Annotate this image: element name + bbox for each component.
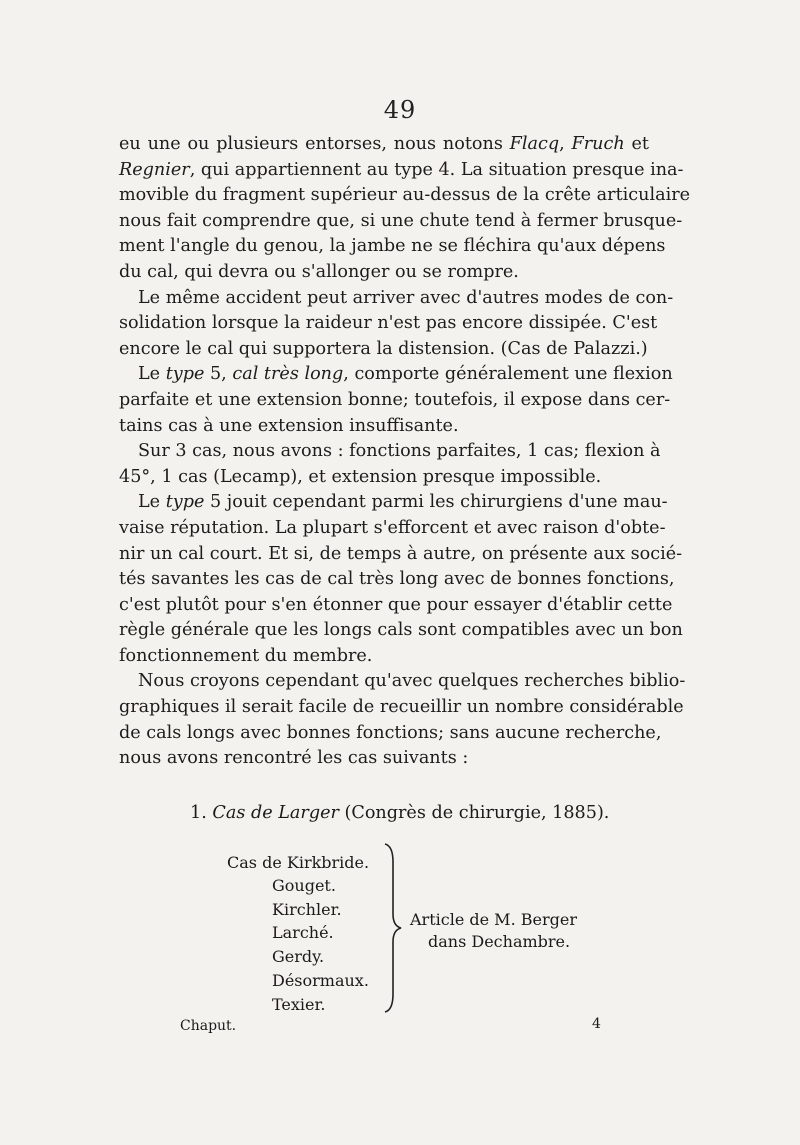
text-segment: Nous croyons cependant qu'avec quelques recherches biblio-	[138, 671, 686, 692]
text-line	[119, 695, 684, 721]
text-segment: 5,	[204, 364, 233, 385]
text-line	[119, 209, 683, 235]
footer-author: Chaput.	[180, 1018, 237, 1034]
text-segment: de cals longs avec bonnes fonctions; sans aucune recherche,	[119, 722, 662, 743]
text-line	[119, 234, 666, 260]
text-segment: Le même accident peut arriver avec d'autres modes de con-	[138, 287, 674, 308]
case-name-larche: Larché.	[272, 923, 334, 942]
text-line	[119, 567, 675, 593]
text-line	[119, 158, 684, 184]
text-segment: fonctionnement du membre.	[119, 645, 373, 666]
text-segment: ,	[559, 134, 572, 154]
italic-text: cal très long	[232, 364, 344, 385]
case-name-kirkbride: Cas de Kirkbride.	[227, 853, 370, 872]
text-segment: tains cas à une extension insuffisante.	[119, 415, 459, 436]
text-line	[119, 362, 673, 388]
text-line	[119, 183, 691, 209]
text-segment: Le	[138, 364, 166, 385]
case-heading-title: Cas de Larger	[212, 803, 339, 823]
text-line	[119, 465, 649, 491]
text-segment: nir un cal court. Et si, de temps à autre, on présente aux socié-	[119, 543, 683, 564]
text-line	[119, 721, 662, 747]
text-line	[119, 490, 668, 516]
italic-text: type	[165, 364, 205, 385]
case-name-kirchler: Kirchler.	[272, 900, 342, 919]
text-segment: eu une ou plusieurs entorses, nous notons	[119, 134, 510, 154]
case-heading-rest: (Congrès de chirurgie, 1885).	[338, 803, 610, 823]
text-segment: , comporte généralement une flexion	[343, 364, 673, 385]
case-name-desormaux: Désormaux.	[272, 971, 369, 990]
text-line	[119, 132, 649, 158]
text-segment: Le	[138, 492, 166, 513]
brace-bracket	[383, 842, 403, 1014]
article-reference-line2: dans Dechambre.	[428, 932, 571, 951]
text-line	[119, 618, 683, 644]
italic-text: Flacq	[509, 134, 560, 154]
text-segment: Sur 3 cas, nous avons : fonctions parfaites, 1 cas; flexion à	[138, 441, 661, 462]
text-line	[119, 337, 649, 363]
text-segment: du cal, qui devra ou s'allonger ou se rompre.	[119, 261, 519, 282]
footer-signature: 4	[592, 1016, 601, 1032]
text-line	[119, 439, 661, 465]
article-reference-line1: Article de M. Berger	[410, 910, 577, 929]
text-segment: , qui appartiennent au type 4. La situation presque ina-	[189, 159, 684, 180]
case-name-gerdy: Gerdy.	[272, 947, 325, 966]
text-line	[119, 593, 673, 619]
text-segment: nous fait comprendre que, si une chute tend à fermer brusque-	[119, 210, 683, 231]
text-segment: et	[624, 134, 649, 154]
italic-text: type	[165, 492, 205, 513]
text-segment: graphiques il serait facile de recueillir un nombre considérable	[119, 697, 684, 718]
text-line	[119, 311, 658, 337]
text-line	[119, 746, 649, 772]
text-segment: tés savantes les cas de cal très long avec de bonnes fonctions,	[119, 569, 675, 590]
text-segment: 45°, 1 cas (Lecamp), et extension presque impossible.	[119, 466, 602, 487]
page-number: 49	[383, 96, 417, 124]
case-name-texier: Texier.	[272, 995, 326, 1014]
italic-text: Fruch	[571, 134, 625, 154]
case-name-gouget: Gouget.	[272, 876, 336, 895]
text-segment: 5 jouit cependant parmi les chirurgiens d'une mau-	[204, 492, 668, 513]
text-line	[119, 388, 671, 414]
text-line	[119, 644, 649, 670]
text-segment: ment l'angle du genou, la jambe ne se fléchira qu'aux dépens	[119, 236, 666, 257]
text-segment: vaise réputation. La plupart s'efforcent et avec raison d'obte-	[119, 517, 666, 538]
text-line	[119, 542, 683, 568]
italic-text: Regnier	[119, 159, 190, 180]
text-line	[119, 414, 649, 440]
text-line	[119, 260, 649, 286]
text-segment: règle générale que les longs cals sont compatibles avec un bon	[119, 620, 683, 641]
text-line	[119, 516, 666, 542]
text-segment: encore le cal qui supportera la distension. (Cas de Palazzi.)	[119, 338, 648, 359]
case-heading-number: 1.	[190, 803, 207, 823]
case-heading	[190, 803, 609, 823]
text-segment: solidation lorsque la raideur n'est pas encore dissipée. C'est	[119, 313, 658, 334]
article-reference	[410, 909, 577, 953]
text-segment: parfaite et une extension bonne; toutefois, il expose dans cer-	[119, 389, 671, 410]
text-line	[119, 669, 686, 695]
text-segment: c'est plutôt pour s'en étonner que pour essayer d'établir cette	[119, 594, 673, 615]
text-line	[119, 286, 674, 312]
text-segment: movible du fragment supérieur au-dessus de la crête articulaire	[119, 185, 691, 206]
text-segment: nous avons rencontré les cas suivants :	[119, 748, 469, 769]
body-text	[119, 132, 691, 772]
